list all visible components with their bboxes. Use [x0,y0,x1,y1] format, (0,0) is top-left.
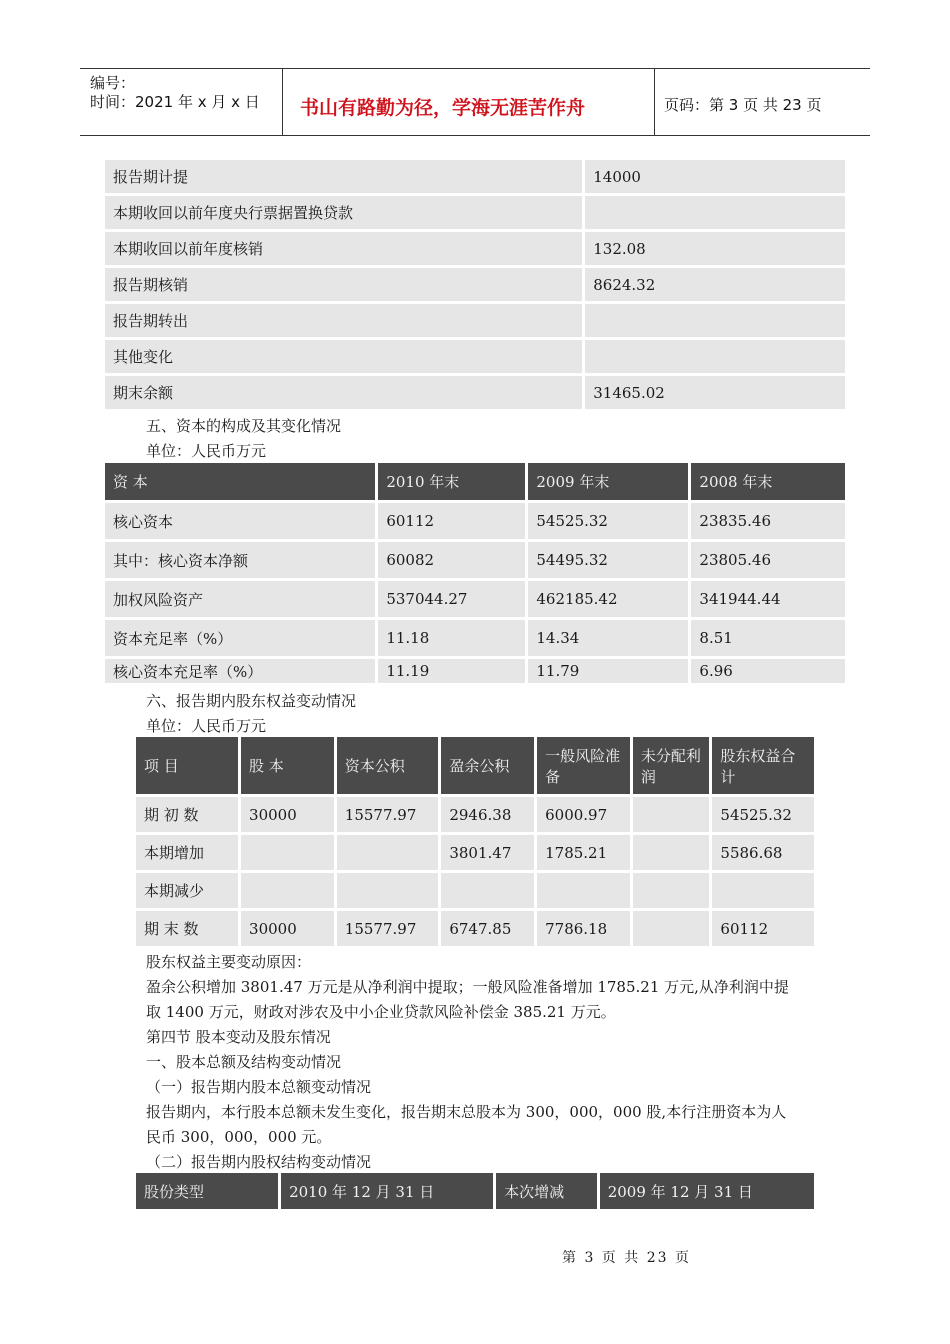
table-cell: 11.18 [378,620,525,656]
table-cell [441,873,534,908]
table-row [136,873,814,908]
row-value: 14000 [585,160,845,193]
document-number-label: 编号： [90,74,136,92]
table-cell: 本期增加 [136,835,238,870]
table-cell: 6000.97 [537,797,630,832]
table-cell: 23835.46 [691,503,845,539]
motto: 书山有路勤为径，学海无涯苦作舟 [300,97,586,119]
table-cell: 其中：核心资本净额 [105,542,375,578]
table-cell: 资本充足率（%） [105,620,375,656]
table-cell [633,797,710,832]
column-header: 资 本 [105,463,375,500]
row-label: 报告期计提 [105,160,582,193]
table-row [136,835,814,870]
subsection-heading: 一、股本总额及结构变动情况 [146,1053,342,1071]
table-row [105,503,845,539]
table-row [105,268,845,301]
column-header: 一般风险准备 [537,737,630,794]
header-divider [654,69,655,136]
table-row [105,620,845,656]
table-cell: 54525.32 [712,797,814,832]
table-row [105,340,845,373]
table-row [105,376,845,409]
share-structure-table [133,1170,817,1212]
subsection-heading: （二）报告期内股权结构变动情况 [146,1153,372,1171]
column-header: 项 目 [136,737,238,794]
table-cell: 核心资本 [105,503,375,539]
page-footer: 第 3 页 共 23 页 [562,1250,691,1266]
table-cell: 6.96 [691,659,845,683]
table-cell: 60112 [378,503,525,539]
table-cell [241,835,334,870]
table-cell: 54525.32 [528,503,688,539]
table-header-row [105,463,845,500]
column-header: 股份类型 [136,1173,278,1209]
table-cell [337,873,439,908]
table-row [105,659,845,683]
table-cell: 加权风险资产 [105,581,375,617]
section-title: 五、资本的构成及其变化情况 [146,417,342,435]
table-cell: 7786.18 [537,911,630,946]
capital-structure-table [102,460,848,686]
table-cell: 60082 [378,542,525,578]
table-row [105,232,845,265]
subsection-heading: （一）报告期内股本总额变动情况 [146,1078,372,1096]
paragraph-line: 报告期内，本行股本总额未发生变化，报告期末总股本为 300，000，000 股,本行注册资本为人 [146,1103,787,1121]
table-cell: 2946.38 [441,797,534,832]
table-cell: 15577.97 [337,797,439,832]
column-header: 2009 年 12 月 31 日 [600,1173,814,1209]
table-cell: 核心资本充足率（%） [105,659,375,683]
row-value: 132.08 [585,232,845,265]
table-cell: 60112 [712,911,814,946]
table-header-row [136,1173,814,1209]
row-value [585,304,845,337]
table-cell: 11.79 [528,659,688,683]
header-bottom-rule [80,135,870,136]
equity-change-table [133,734,817,949]
table-cell: 6747.85 [441,911,534,946]
column-header: 本次增减 [496,1173,597,1209]
row-label: 期末余额 [105,376,582,409]
row-value [585,340,845,373]
table-row [105,160,845,193]
table-cell: 本期减少 [136,873,238,908]
column-header: 股东权益合计 [712,737,814,794]
table-cell: 3801.47 [441,835,534,870]
document-date: 时间：2021 年 x 月 x 日 [90,93,260,111]
table-header-row [136,737,814,794]
table-cell: 462185.42 [528,581,688,617]
column-header: 资本公积 [337,737,439,794]
section-title: 六、报告期内股东权益变动情况 [146,692,357,710]
table-row [105,196,845,229]
table-cell: 8.51 [691,620,845,656]
paragraph-line: 盈余公积增加 3801.47 万元是从净利润中提取；一般风险准备增加 1785.21 万元,从净利润中提 [146,978,789,996]
table-cell [712,873,814,908]
row-label: 报告期核销 [105,268,582,301]
table-cell: 15577.97 [337,911,439,946]
table-row [136,797,814,832]
table-cell: 5586.68 [712,835,814,870]
table-cell: 537044.27 [378,581,525,617]
row-label: 其他变化 [105,340,582,373]
row-value [585,196,845,229]
table-cell: 14.34 [528,620,688,656]
section-heading: 第四节 股本变动及股东情况 [146,1028,331,1046]
table-cell: 11.19 [378,659,525,683]
loan-provision-table [102,157,848,412]
table-cell [337,835,439,870]
table-cell: 30000 [241,797,334,832]
table-cell [633,873,710,908]
table-cell: 30000 [241,911,334,946]
header-top-rule [80,68,870,69]
row-label: 报告期转出 [105,304,582,337]
column-header: 2008 年末 [691,463,845,500]
column-header: 盈余公积 [441,737,534,794]
row-value: 31465.02 [585,376,845,409]
table-row [105,581,845,617]
paragraph-line: 民币 300，000，000 元。 [146,1128,332,1146]
reason-title: 股东权益主要变动原因： [146,953,312,971]
unit-note: 单位：人民币万元 [146,717,267,735]
column-header: 2010 年 12 月 31 日 [281,1173,493,1209]
column-header: 2010 年末 [378,463,525,500]
column-header: 股 本 [241,737,334,794]
table-cell: 期 初 数 [136,797,238,832]
unit-note: 单位：人民币万元 [146,442,267,460]
column-header: 未分配利润 [633,737,710,794]
table-cell [633,835,710,870]
page-indicator: 页码：第 3 页 共 23 页 [664,96,822,114]
table-cell: 23805.46 [691,542,845,578]
table-row [105,542,845,578]
table-cell [241,873,334,908]
paragraph-line: 取 1400 万元，财政对涉农及中小企业贷款风险补偿金 385.21 万元。 [146,1003,616,1021]
header-divider [282,69,283,136]
row-label: 本期收回以前年度央行票据置换贷款 [105,196,582,229]
table-cell: 341944.44 [691,581,845,617]
table-cell: 期 末 数 [136,911,238,946]
table-cell [633,911,710,946]
column-header: 2009 年末 [528,463,688,500]
row-value: 8624.32 [585,268,845,301]
table-row [136,911,814,946]
table-cell: 54495.32 [528,542,688,578]
table-cell: 1785.21 [537,835,630,870]
table-row [105,304,845,337]
row-label: 本期收回以前年度核销 [105,232,582,265]
table-cell [537,873,630,908]
